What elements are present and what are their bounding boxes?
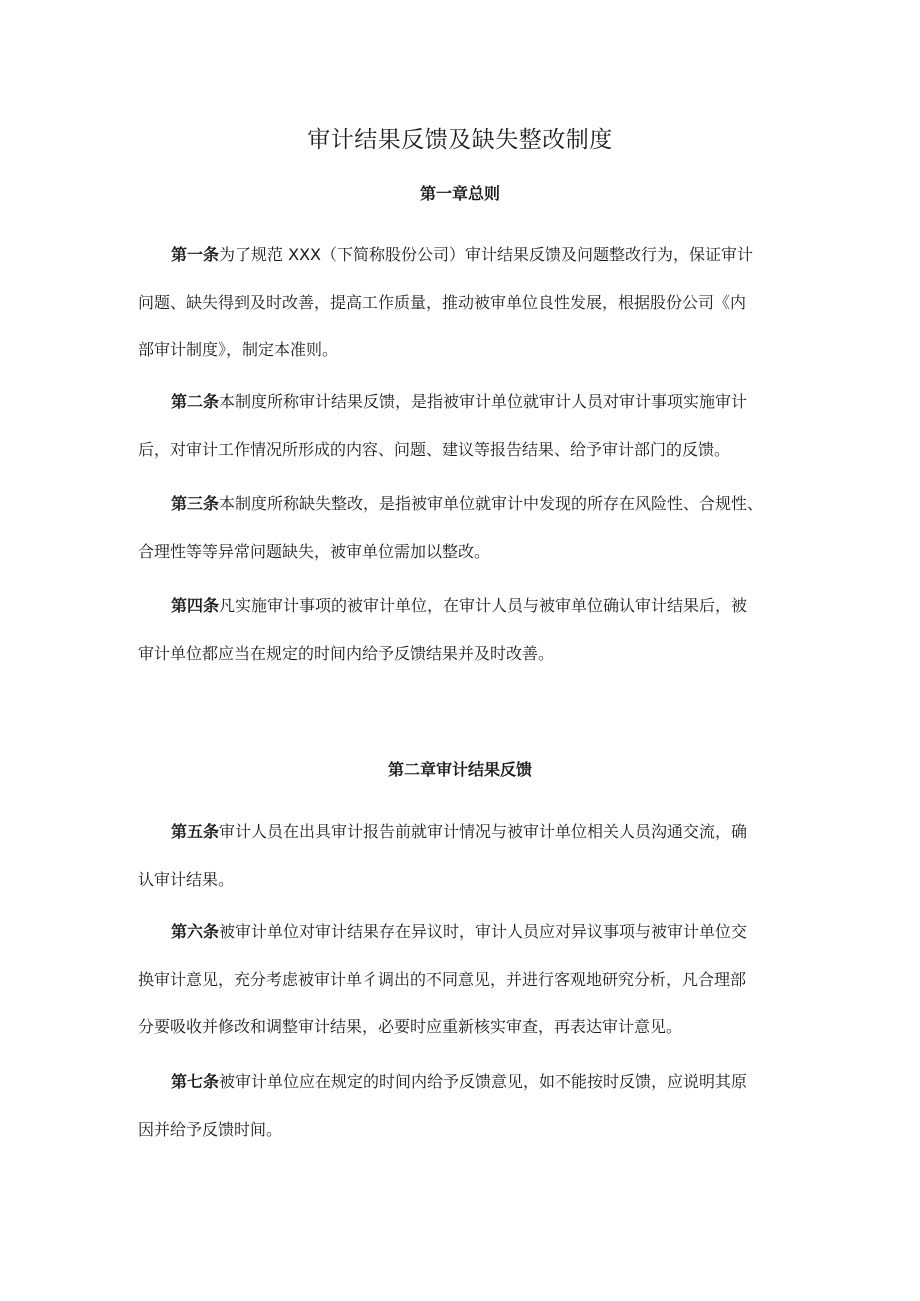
article-line: 部审计制度》，制定本准则。 <box>138 340 339 359</box>
article-line: 合理性等等异常问题缺失，被审单位需加以整改。 <box>138 541 491 561</box>
article-label: 第三条 <box>171 494 220 513</box>
article-7 <box>138 1058 790 1153</box>
article-2 <box>138 378 790 473</box>
article-text: 凡实施审计事项的被审计单位，在审计人员与被审单位确认审计结果后，被 <box>219 596 748 615</box>
article-text: 为了规范 XXX（下简称股份公司）审计结果反馈及问题整改行为，保证审计 <box>219 245 753 264</box>
article-6 <box>138 908 790 1051</box>
article-line: 问题、缺失得到及时改善，提高工作质量，推动被审单位良性发展，根据股份公司《内 <box>138 292 747 312</box>
article-label: 第五条 <box>171 822 220 841</box>
article-line <box>138 908 790 956</box>
article-label: 第四条 <box>171 596 220 615</box>
article-line: 认审计结果。 <box>138 869 235 889</box>
document-title: 审计结果反馈及缺失整改制度 <box>307 127 613 153</box>
article-line: 后，对审计工作情况所形成的内容、问题、建议等报告结果、给予审计部门的反馈。 <box>138 439 731 459</box>
article-1 <box>138 231 790 374</box>
article-line <box>138 582 790 630</box>
article-label: 第一条 <box>171 245 220 264</box>
article-line: 因并给予反馈时间。 <box>138 1119 283 1139</box>
article-label: 第六条 <box>171 922 220 941</box>
article-line <box>138 378 790 426</box>
article-line: 分要吸收并修改和调整审计结果，必要时应重新核实审查，再表达审计意见。 <box>138 1017 683 1036</box>
article-line <box>138 480 790 528</box>
chapter-heading: 第二章审计结果反馈 <box>387 760 532 779</box>
article-text: 被审计单位对审计结果存在异议时，审计人员应对异议事项与被审计单位交 <box>219 922 748 941</box>
article-text: 审计人员在出具审计报告前就审计情况与被审计单位相关人员沟通交流，确 <box>219 822 748 841</box>
article-5 <box>138 808 790 903</box>
article-line <box>138 1058 790 1106</box>
article-4 <box>138 582 790 677</box>
article-text: 被审计单位应在规定的时间内给予反馈意见，如不能按时反馈，应说明其原 <box>219 1072 748 1091</box>
article-3 <box>138 480 790 575</box>
chapter-heading: 第一章总则 <box>419 184 500 203</box>
article-text: 本制度所称缺失整改，是指被审单位就审计中发现的所存在风险性、合规性、 <box>219 494 764 513</box>
article-line <box>138 231 790 279</box>
article-line <box>138 808 790 856</box>
article-label: 第七条 <box>171 1072 220 1091</box>
article-line: 换审计意见，充分考虑被审计单彳调出的不同意见，并进行客观地研究分析，凡合理部 <box>138 969 747 989</box>
article-text: 本制度所称审计结果反馈，是指被审计单位就审计人员对审计事项实施审计 <box>219 392 748 411</box>
article-line: 审计单位都应当在规定的时间内给予反馈结果并及时改善。 <box>138 643 555 663</box>
article-label: 第二条 <box>171 392 220 411</box>
